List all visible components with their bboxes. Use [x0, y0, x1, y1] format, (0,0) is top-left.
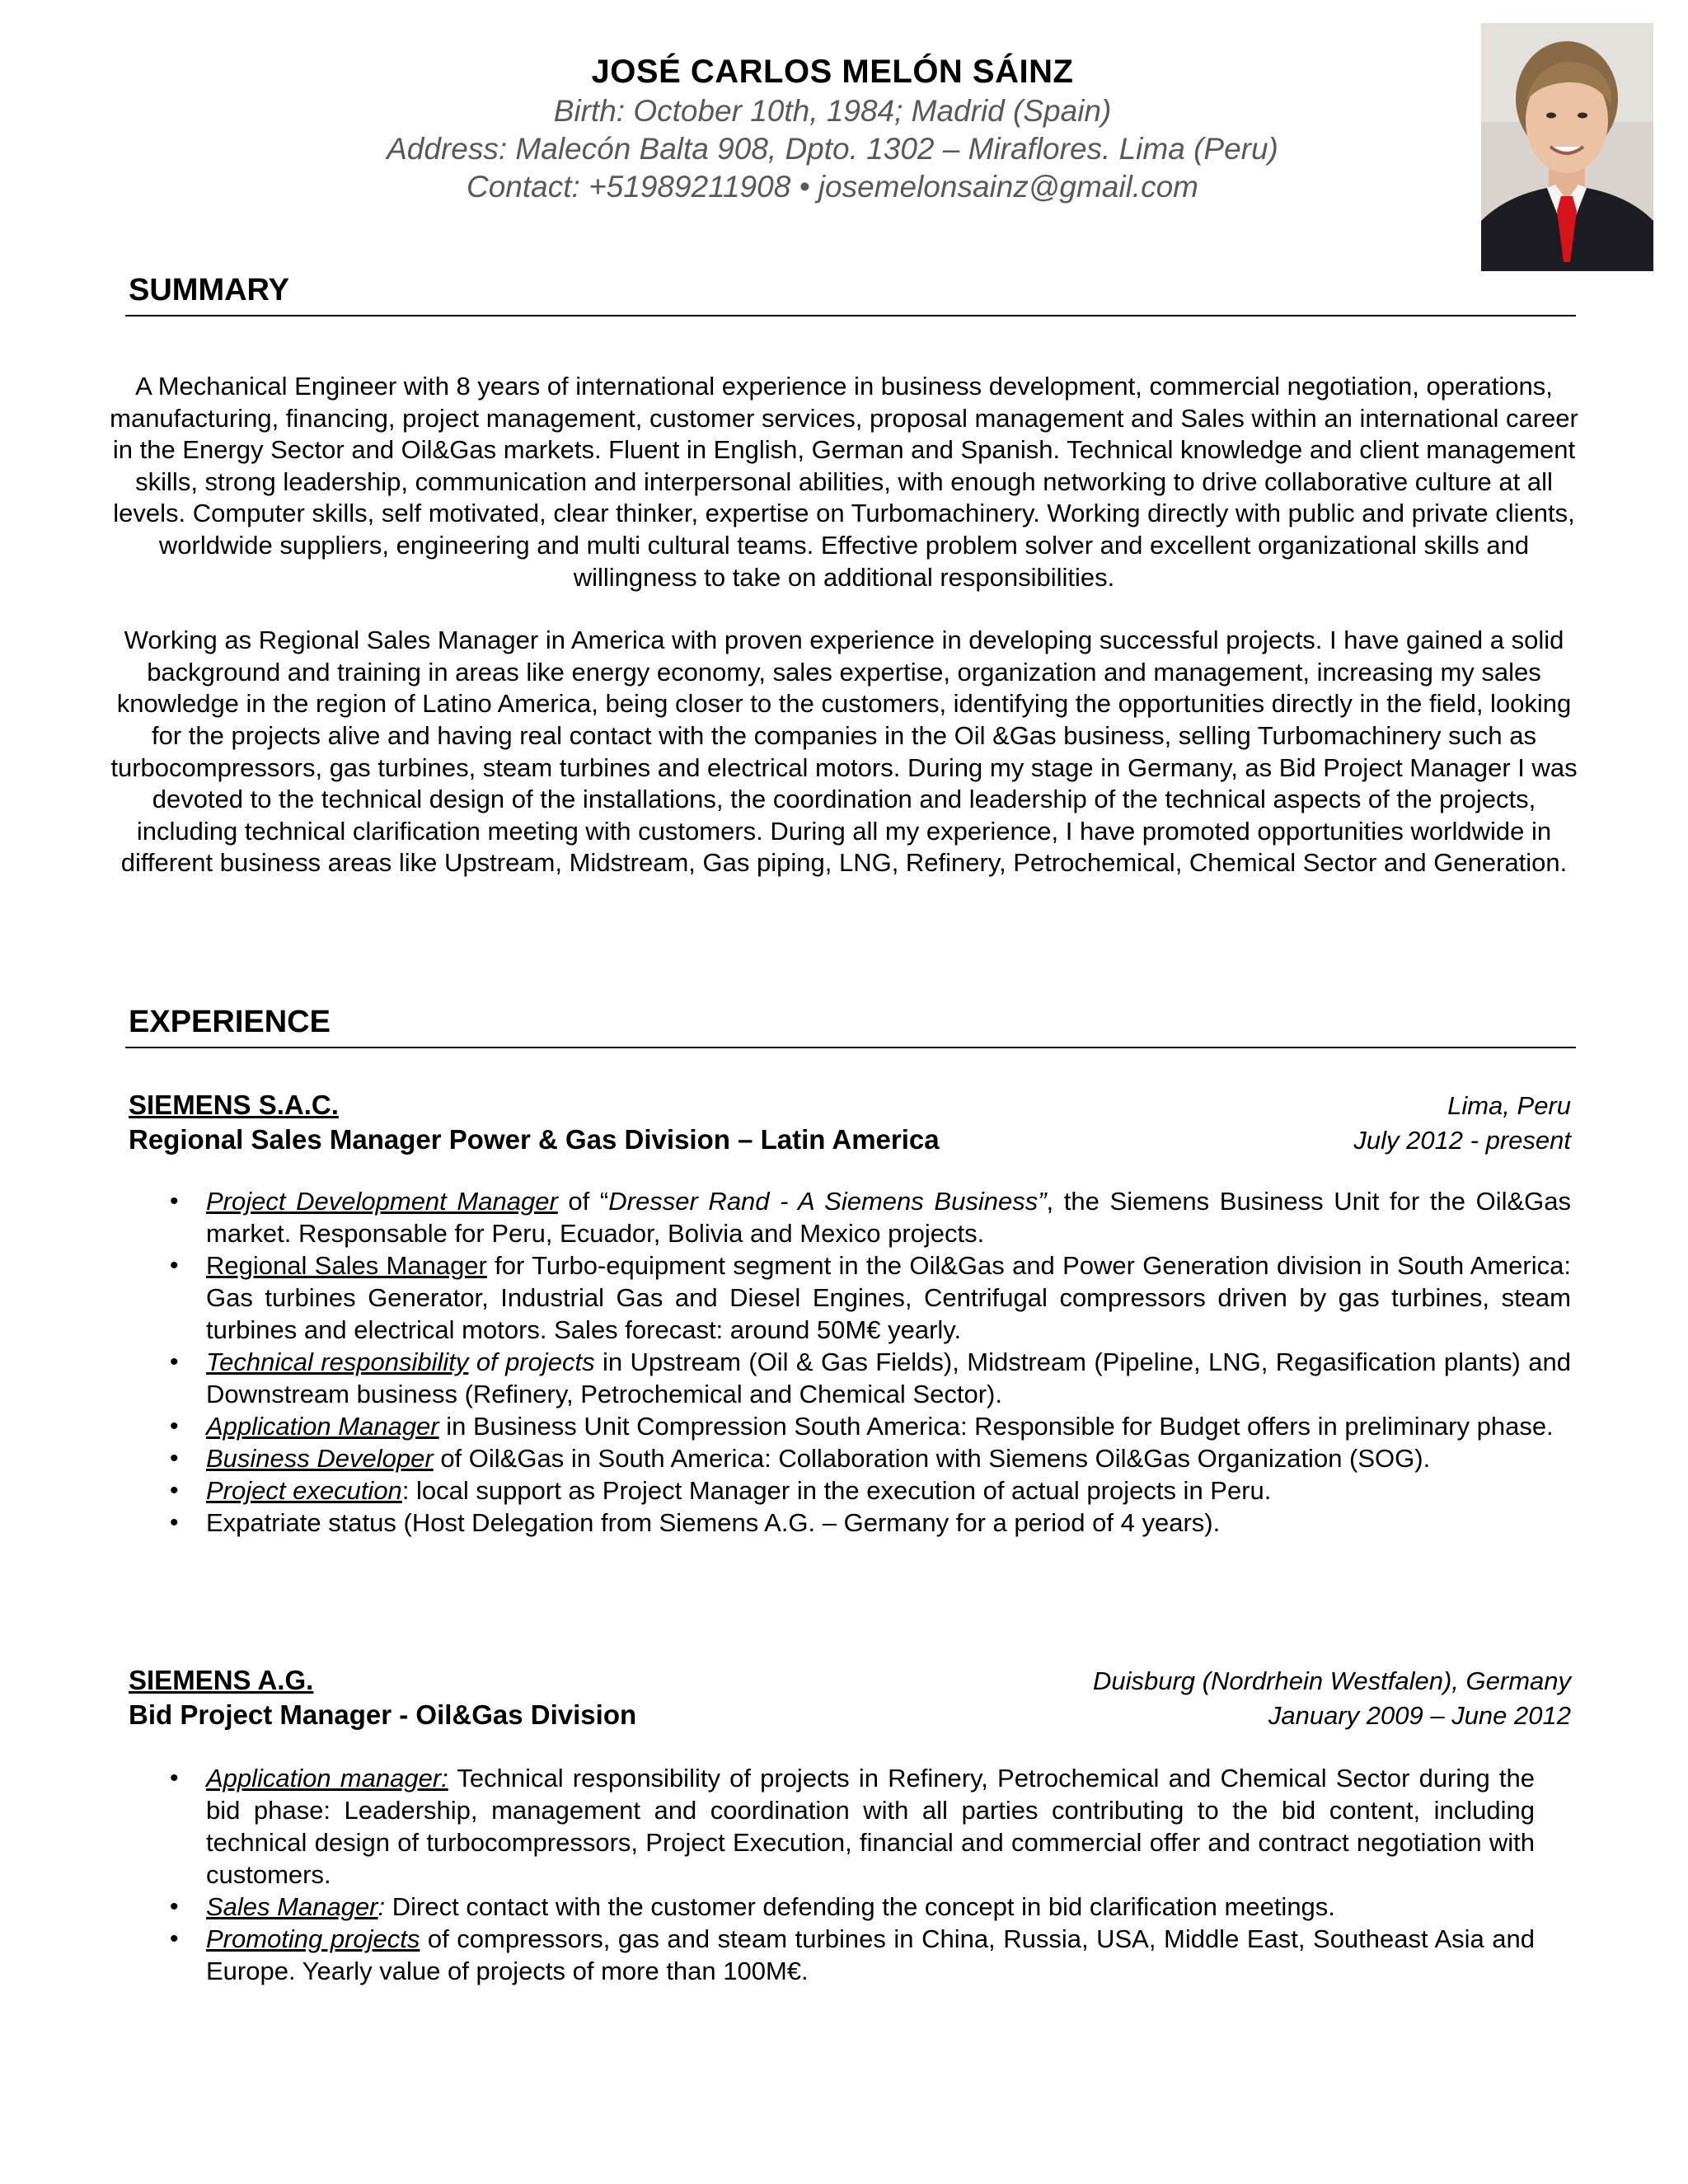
company-name: SIEMENS S.A.C.	[129, 1090, 339, 1120]
job-location: Lima, Peru	[1447, 1091, 1571, 1120]
job-siemens-sac	[129, 1088, 1571, 1157]
contact-line: Contact: +51989211908 • josemelonsainz@gmail.com	[467, 170, 1198, 204]
summary-title: SUMMARY	[125, 272, 1576, 316]
list-item: • Sales Manager: Direct contact with the customer defending the concept in bid clarification meetings.	[206, 1891, 1535, 1923]
list-item: • Project execution: local support as Project Manager in the execution of actual projects in Peru.	[206, 1474, 1571, 1507]
list-item: • Project Development Manager of “Dresser Rand - A Siemens Business”, the Siemens Business Unit for the Oil&Gas market. Responsable for Peru, Ecuador, Bolivia and Mexico projects.	[206, 1185, 1571, 1249]
list-item: • Expatriate status (Host Delegation from Siemens A.G. – Germany for a period of 4 years).	[206, 1507, 1571, 1539]
list-item: • Technical responsibility of projects in Upstream (Oil & Gas Fields), Midstream (Pipeline, LNG, Regasification plants) and Downstream business (Refinery, Petrochemical and Chemical Sector).	[206, 1346, 1571, 1410]
company-name: SIEMENS A.G.	[129, 1665, 314, 1695]
list-item: • Promoting projects of compressors, gas and steam turbines in China, Russia, USA, Middle East, Southeast Asia and Europe. Yearly value of projects of more than 100M€.	[206, 1923, 1535, 1987]
job-dates: July 2012 - present	[1353, 1126, 1571, 1155]
cv-header	[247, 51, 1418, 206]
birth-line: Birth: October 10th, 1984; Madrid (Spain)	[553, 94, 1112, 128]
list-item: • Business Developer of Oil&Gas in South America: Collaboration with Siemens Oil&Gas Organization (SOG).	[206, 1442, 1571, 1474]
summary-paragraph-1: A Mechanical Engineer with 8 years of international experience in business development, commercial negotiation, operations, manufacturing, financing, project management, customer services, proposal management and Sales within an international career in the Energy Sector and Oil&Gas markets. Fluent in English, German and Spanish. Technical knowledge and client management skills, strong leadership, communication and interpersonal abilities, with enough networking to drive collaborative culture at all levels. Computer skills, self motivated, clear thinker, expertise on Turbomachinery. Working directly with public and private clients, worldwide suppliers, engineering and multi cultural teams. Effective problem solver and excellent organizational skills and willingness to take on additional responsibilities.	[110, 372, 1578, 592]
job-role: Bid Project Manager - Oil&Gas Division	[129, 1699, 637, 1730]
job-dates: January 2009 – June 2012	[1268, 1701, 1571, 1730]
list-item: • Regional Sales Manager for Turbo-equipment segment in the Oil&Gas and Power Generation division in South America: Gas turbines Generator, Industrial Gas and Diesel Engines, Centrifugal compressors driven by gas turbines, steam turbines and electrical motors. Sales forecast: around 50M€ yearly.	[206, 1249, 1571, 1346]
summary-paragraph-2: Working as Regional Sales Manager in America with proven experience in developing successful projects. I have gained a solid background and training in areas like energy economy, sales expertise, organization and management, increasing my sales knowledge in the region of Latino America, being closer to the customers, identifying the opportunities directly in the field, looking for the projects alive and having real contact with the companies in the Oil &Gas business, selling Turbomachinery such as turbocompressors, gas turbines, steam turbines and electrical motors. During my stage in Germany, as Bid Project Manager I was devoted to the technical design of the installations, the coordination and leadership of the technical aspects of the projects, including technical clarification meeting with customers. During all my experience, I have promoted opportunities worldwide in different business areas like Upstream, Midstream, Gas piping, LNG, Refinery, Petrochemical, Chemical Sector and Generation.	[110, 626, 1578, 878]
job-siemens-ag	[129, 1663, 1571, 1732]
summary-section	[125, 272, 1576, 316]
list-item: • Application manager: Technical responsibility of projects in Refinery, Petrochemical and Chemical Sector during the bid phase: Leadership, management and coordination with all parties contributing to the bid content, including technical design of turbocompressors, Project Execution, financial and commercial offer and contract negotiation with customers.	[206, 1762, 1535, 1891]
job-location: Duisburg (Nordrhein Westfalen), Germany	[1092, 1666, 1571, 1695]
address-line: Address: Malecón Balta 908, Dpto. 1302 – Miraflores. Lima (Peru)	[387, 132, 1278, 166]
job-role: Regional Sales Manager Power & Gas Division – Latin America	[129, 1124, 940, 1155]
job1-responsibilities	[206, 1185, 1571, 1539]
list-item: • Application Manager in Business Unit Compression South America: Responsible for Budget offers in preliminary phase.	[206, 1410, 1571, 1442]
profile-photo	[1481, 23, 1653, 271]
job2-responsibilities	[206, 1762, 1535, 1987]
experience-section	[125, 1004, 1576, 1048]
experience-title: EXPERIENCE	[125, 1004, 1576, 1048]
candidate-name: JOSÉ CARLOS MELÓN SÁINZ	[591, 54, 1074, 90]
summary-body	[99, 371, 1589, 879]
